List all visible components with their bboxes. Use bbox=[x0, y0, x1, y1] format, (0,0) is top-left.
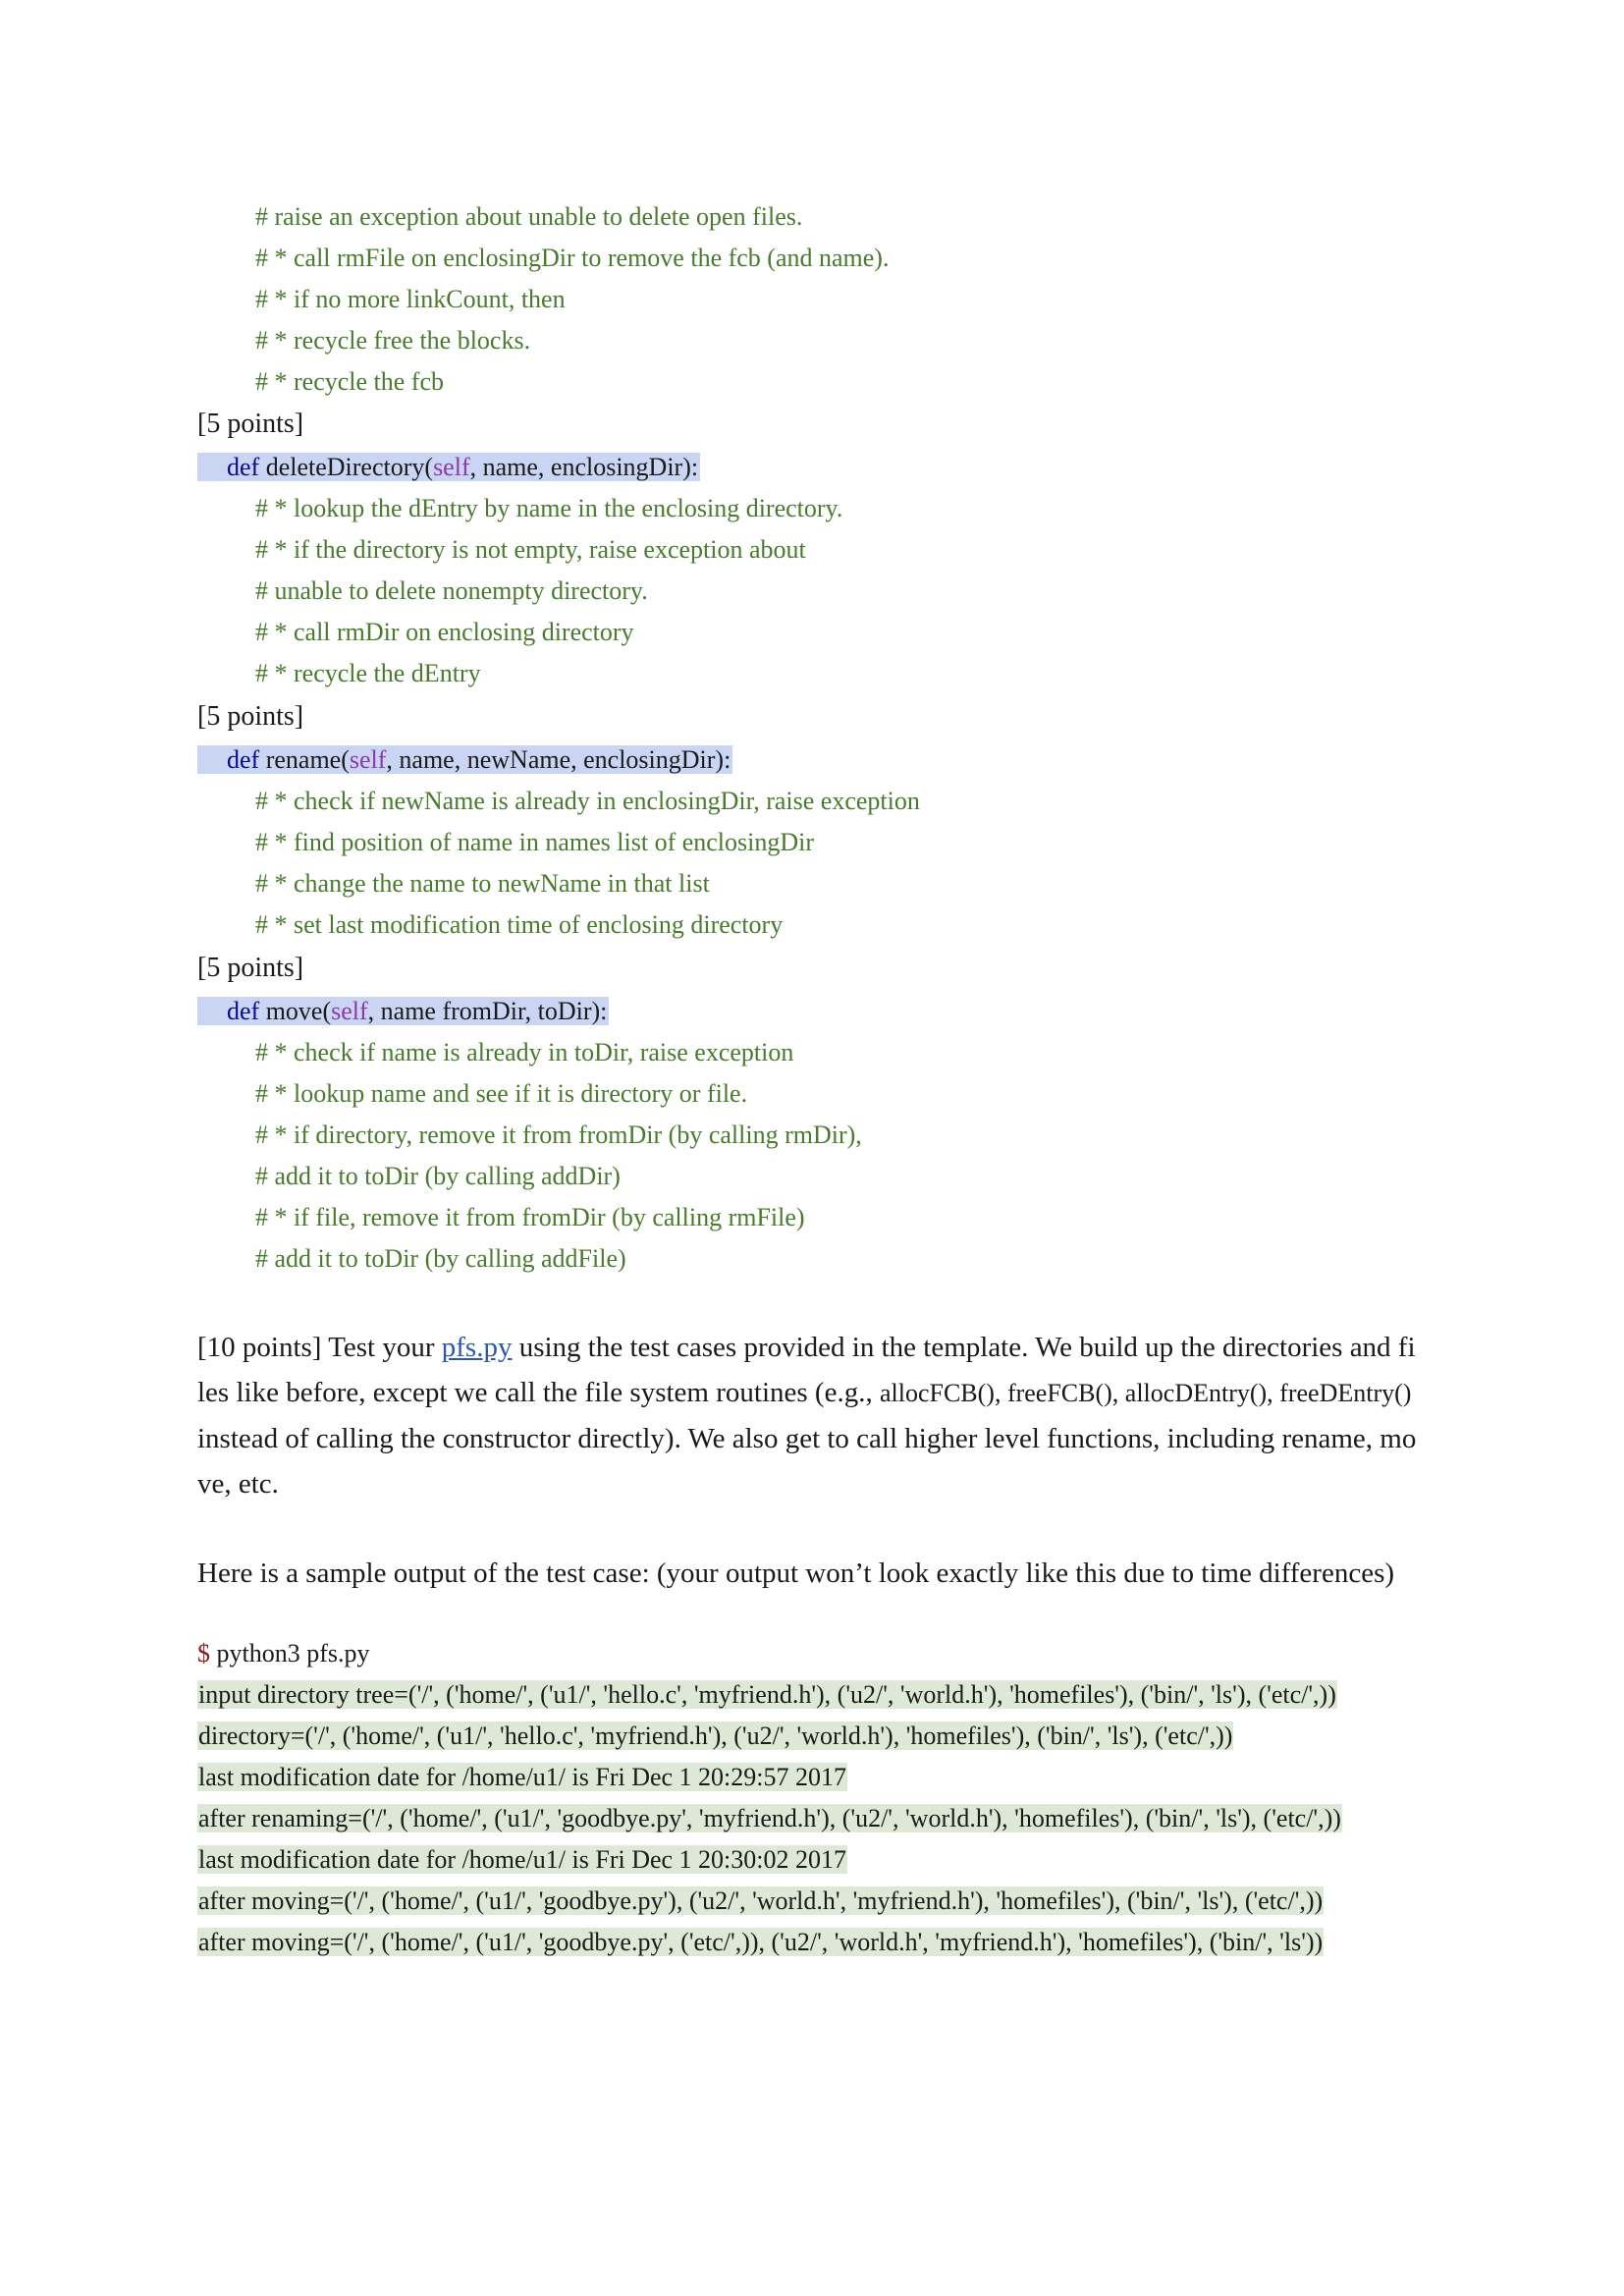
comment-line: # * check if name is already in toDir, raise exception bbox=[255, 1038, 794, 1066]
comment-line: # * check if newName is already in enclosingDir, raise exception bbox=[255, 787, 920, 815]
function-args: , name, enclosingDir): bbox=[469, 453, 699, 481]
output-text: after moving=('/', ('home/', ('u1/', 'goodbye.py'), ('u2/', 'world.h', 'myfriend.h'), 'homefiles'), ('bin/', 'ls'), ('etc/',)) bbox=[198, 1886, 1324, 1915]
terminal-output-line bbox=[197, 1885, 1324, 1918]
output-text: last modification date for /home/u1/ is Fri Dec 1 20:29:57 2017 bbox=[198, 1763, 847, 1791]
comment-line: # * recycle the fcb bbox=[255, 367, 445, 396]
command-text: python3 pfs.py bbox=[210, 1639, 370, 1667]
paragraph-line: instead of calling the constructor directly). We also get to call higher level functions, including rename, mo bbox=[197, 1423, 1417, 1454]
output-text: directory=('/', ('home/', ('u1/', 'hello.c', 'myfriend.h'), ('u2/', 'world.h'), 'homefiles'), ('bin/', 'ls'), ('etc/',)) bbox=[198, 1722, 1233, 1750]
function-signature bbox=[227, 743, 732, 777]
function-name: move( bbox=[265, 997, 332, 1025]
comment-line: # * if directory, remove it from fromDir (by calling rmDir), bbox=[255, 1121, 862, 1149]
output-text: after moving=('/', ('home/', ('u1/', 'goodbye.py', ('etc/',)), ('u2/', 'world.h', 'myfriend.h'), 'homefiles'), ('bin/', 'ls')) bbox=[198, 1928, 1324, 1956]
terminal-output-line bbox=[197, 1926, 1324, 1959]
comment-line: # * change the name to newName in that list bbox=[255, 869, 710, 898]
function-signature bbox=[227, 451, 700, 484]
test-instructions bbox=[197, 1325, 1444, 1506]
comment-line: # * if no more linkCount, then bbox=[255, 285, 566, 313]
function-name: rename( bbox=[265, 745, 350, 774]
paragraph-line bbox=[197, 1370, 1444, 1416]
def-keyword: def bbox=[227, 997, 260, 1025]
prompt-symbol: $ bbox=[197, 1639, 210, 1667]
paragraph-line: ve, etc. bbox=[197, 1468, 279, 1500]
comment-line: # add it to toDir (by calling addFile) bbox=[255, 1244, 626, 1273]
comment-line: # raise an exception about unable to delete open files. bbox=[255, 202, 803, 231]
self-param: self bbox=[331, 997, 368, 1025]
terminal-output-line bbox=[197, 1678, 1337, 1712]
text-run: using the test cases provided in the template. We build up the directories and fi bbox=[512, 1332, 1416, 1363]
sample-output-intro: Here is a sample output of the test case: (your output won’t look exactly like this due to time differences) bbox=[197, 1558, 1395, 1589]
function-name: deleteDirectory( bbox=[265, 453, 434, 481]
comment-line: # * lookup the dEntry by name in the enclosing directory. bbox=[255, 494, 843, 522]
def-keyword: def bbox=[227, 453, 260, 481]
comment-line: # * if the directory is not empty, raise exception about bbox=[255, 535, 806, 564]
terminal-command bbox=[197, 1637, 370, 1670]
code-inline: allocFCB(), freeFCB(), allocDEntry(), freeDEntry() bbox=[879, 1379, 1412, 1407]
self-param: self bbox=[349, 745, 387, 774]
text-run: les like before, except we call the file system routines (e.g., bbox=[197, 1377, 880, 1408]
points-label: [5 points] bbox=[197, 953, 304, 983]
comment-line: # * recycle the dEntry bbox=[255, 659, 481, 687]
comment-line: # * lookup name and see if it is directory or file. bbox=[255, 1079, 748, 1108]
function-args: , name, newName, enclosingDir): bbox=[386, 745, 731, 774]
comment-line: # * if file, remove it from fromDir (by calling rmFile) bbox=[255, 1203, 805, 1231]
comment-line: # * call rmFile on enclosingDir to remove the fcb (and name). bbox=[255, 244, 890, 272]
terminal-output-line bbox=[197, 1761, 847, 1794]
function-signature bbox=[227, 995, 609, 1028]
comment-line: # * find position of name in names list of enclosingDir bbox=[255, 828, 815, 856]
pfs-py-link[interactable]: pfs.py bbox=[441, 1332, 513, 1363]
points-label: [5 points] bbox=[197, 409, 304, 439]
output-text: last modification date for /home/u1/ is Fri Dec 1 20:30:02 2017 bbox=[198, 1845, 847, 1874]
def-keyword: def bbox=[227, 745, 260, 774]
function-args: , name fromDir, toDir): bbox=[367, 997, 608, 1025]
self-param: self bbox=[433, 453, 470, 481]
output-text: input directory tree=('/', ('home/', ('u1/', 'hello.c', 'myfriend.h'), ('u2/', 'world.h'), 'homefiles'), ('bin/', 'ls'), ('etc/',)) bbox=[198, 1680, 1336, 1709]
paragraph-line bbox=[197, 1325, 1444, 1370]
comment-line: # add it to toDir (by calling addDir) bbox=[255, 1162, 621, 1190]
output-text: after renaming=('/', ('home/', ('u1/', 'goodbye.py', 'myfriend.h'), ('u2/', 'world.h'), 'homefiles'), ('bin/', 'ls'), ('etc/',)) bbox=[198, 1804, 1341, 1832]
terminal-output-line bbox=[197, 1802, 1342, 1835]
comment-line: # unable to delete nonempty directory. bbox=[255, 576, 648, 605]
points-label: [5 points] bbox=[197, 701, 304, 732]
text-run: [10 points] Test your bbox=[197, 1332, 442, 1363]
terminal-output-line bbox=[197, 1843, 847, 1877]
comment-line: # * recycle free the blocks. bbox=[255, 326, 531, 355]
comment-line: # * call rmDir on enclosing directory bbox=[255, 618, 634, 646]
terminal-output-line bbox=[197, 1720, 1233, 1753]
comment-line: # * set last modification time of enclosing directory bbox=[255, 910, 784, 939]
